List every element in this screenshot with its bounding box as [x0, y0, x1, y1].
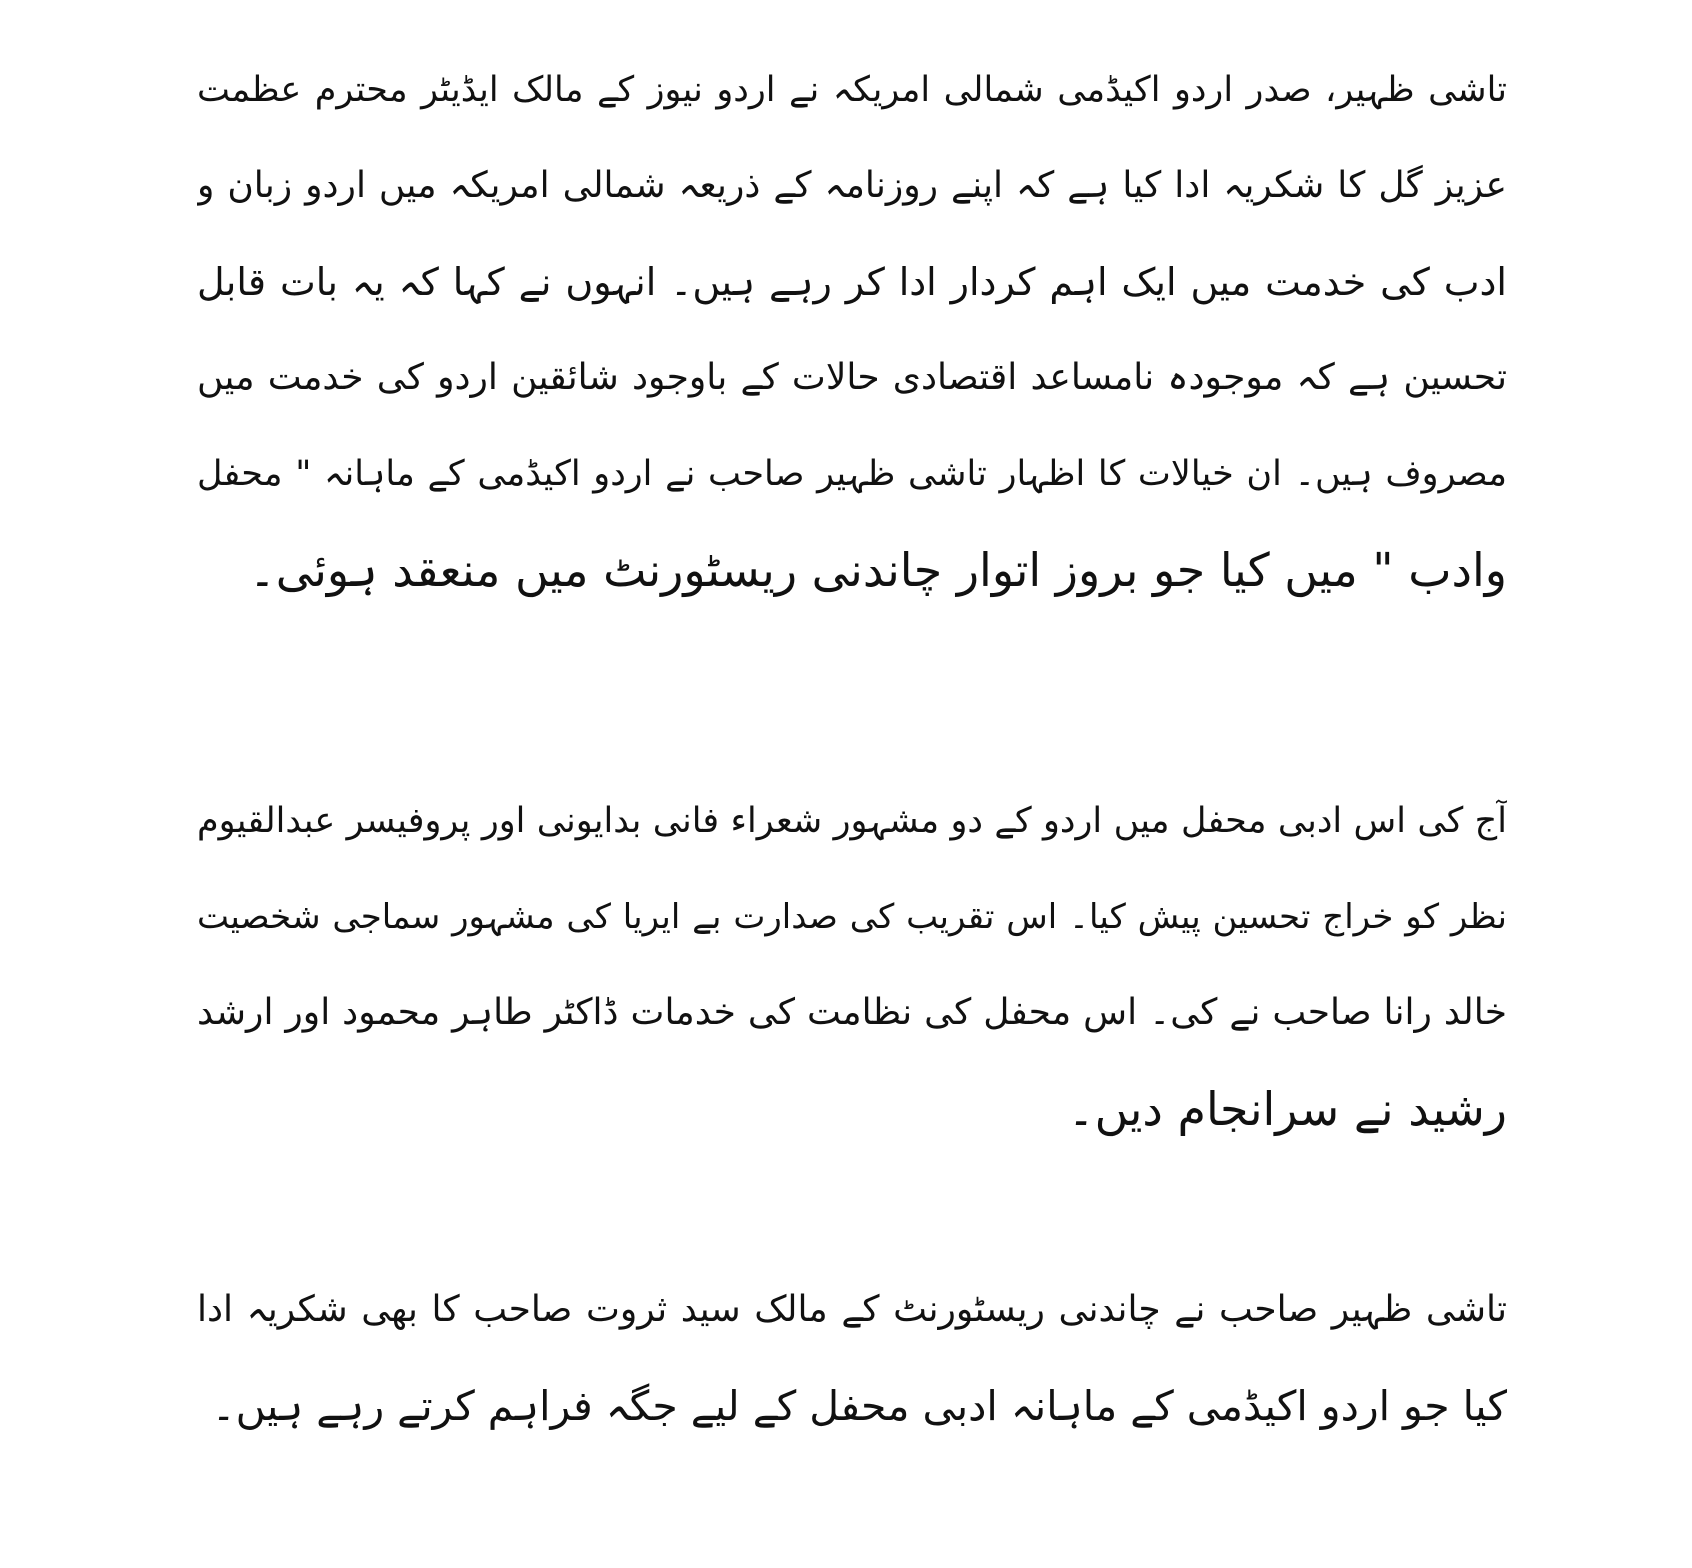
paragraph-line: خالد رانا صاحب نے کی۔ اس محفل کی نظامت کی خدمات ڈاکٹر طاہر محمود اور ارشد — [197, 992, 1507, 1033]
paragraph-3 — [197, 1262, 1507, 1454]
paragraph-line: تاشی ظہیر صاحب نے چاندنی ریسٹورنٹ کے مالک سید ثروت صاحب کا بھی شکریہ ادا — [197, 1289, 1507, 1330]
paragraph-line: تاشی ظہیر، صدر اردو اکیڈمی شمالی امریکہ نے اردو نیوز کے مالک ایڈیٹر محترم عظمت — [197, 70, 1507, 110]
paragraph-line: نظر کو خراج تحسین پیش کیا۔ اس تقریب کی صدارت بے ایریا کی مشہور سماجی شخصیت — [197, 897, 1507, 937]
paragraph-line: وادب " میں کیا جو بروز اتوار چاندنی ریسٹورنٹ میں منعقد ہوئی۔ — [248, 543, 1507, 597]
paragraph-2 — [197, 773, 1507, 1157]
paragraph-line: آج کی اس ادبی محفل میں اردو کے دو مشہور شعراء فانی بدایونی اور پروفیسر عبدالقیوم — [197, 801, 1507, 841]
paragraph-line: ادب کی خدمت میں ایک اہم کردار ادا کر رہے ہیں۔ انہوں نے کہا کہ یہ بات قابل — [197, 260, 1507, 304]
paragraph-line: کیا جو اردو اکیڈمی کے ماہانہ ادبی محفل کے لیے جگہ فراہم کرتے رہے ہیں۔ — [211, 1382, 1507, 1430]
paragraph-line: عزیز گل کا شکریہ ادا کیا ہے کہ اپنے روزنامہ کے ذریعہ شمالی امریکہ میں اردو زبان و — [197, 165, 1507, 206]
paragraph-line: تحسین ہے کہ موجودہ نامساعد اقتصادی حالات کے باوجود شائقین اردو کی خدمت میں — [197, 357, 1507, 398]
paragraph-line: مصروف ہیں۔ ان خیالات کا اظہار تاشی ظہیر صاحب نے اردو اکیڈمی کے ماہانہ " محفل — [197, 454, 1507, 494]
paragraph-1 — [197, 42, 1507, 618]
paragraph-line: رشید نے سرانجام دیں۔ — [1067, 1082, 1507, 1136]
